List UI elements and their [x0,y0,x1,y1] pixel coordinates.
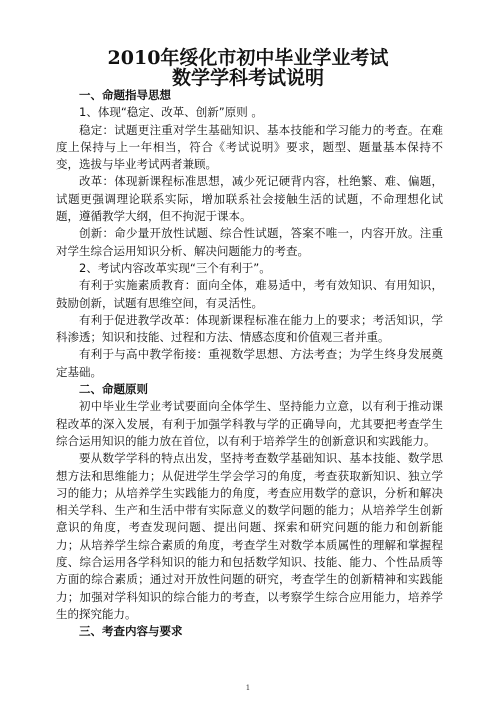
paragraph: 有利于实施素质教育：面向全体，难易适中，考有效知识、有用知识，鼓励创新，试题有思维空间，有灵活性。 [56,278,443,310]
page-number: 1 [245,684,251,692]
paragraph: 1、体现“稳定、改革、创新”原则 。 [79,105,263,120]
paragraph: 有利于促进教学改革：体现新课程标准在能力上的要求；考活知识，学科渗透；知识和技能、过程和方法、情感态度和价值观三者并重。 [56,312,443,345]
paragraph: 稳定：试题更注重对学生基础知识、基本技能和学习能力的考查。在难度上保持与上一年相当，符合《考试说明》要求，题型、题量基本保持不变，选拔与毕业考试两者兼顾。 [56,122,443,172]
document-body [56,87,443,641]
paragraph: 创新：命少量开放性试题、综合性试题，答案不唯一，内容开放。注重对学生综合运用知识分析、解决问题能力的考查。 [56,226,443,258]
paragraph: 2、考试内容改革实现“三个有利于”。 [79,260,271,275]
document-title-line-2: 数学学科考试说明 [171,67,324,89]
section-heading-content-requirements: 三、考查内容与要求 [79,624,183,639]
paragraph: 要从数学学科的特点出发，坚持考查数学基础知识、基本技能、数学思想方法和思维能力；从促进学生学会学习的角度，考查获取新知识、独立学习的能力；从培养学生实践能力的角度，考查应用数学的意识，分析和解决相关学科、生产和生活中带有实际意义的数学问题的能力；从培养学生创新意识的角度，考查发现问题、提出问题、探索和研究问题的能力和创新能力；从培养学生综合素质的角度，考查学生对数学本质属性的理解和掌握程度、综合运用各学科知识的能力和包括数学知识、技能、能力、个性品质等方面的综合素质；通过对开放性问题的研究，考查学生的创新精神和实践能力；加强对学科知识的综合能力的考查，以考察学生综合应用能力，培养学生的探究能力。 [56,451,443,621]
paragraph: 初中毕业生学业考试要面向全体学生、坚持能力立意，以有利于推动课程改革的深入发展，有利于加强学科教与学的正确导向，尤其要把考查学生综合运用知识的能力放在首位，以有利于培养学生的创新意识和实践能力。 [56,399,443,448]
section-heading-guiding-ideology: 一、命题指导思想 [79,88,171,102]
paragraph: 有利于与高中教学衔接：重视数学思想、方法考查；为学生终身发展奠定基础。 [56,347,443,379]
section-heading-principles: 二、命题原则 [79,382,148,397]
paragraph: 改革：体现新课程标准思想，减少死记硬背内容，杜绝繁、难、偏题，试题更强调理论联系实际，增加联系社会接触生活的试题，不命理想化试题，遵循教学大纲，但不拘泥于课本。 [56,174,443,224]
document-title-line-1: 2010年绥化市初中毕业学业考试 [107,47,389,69]
